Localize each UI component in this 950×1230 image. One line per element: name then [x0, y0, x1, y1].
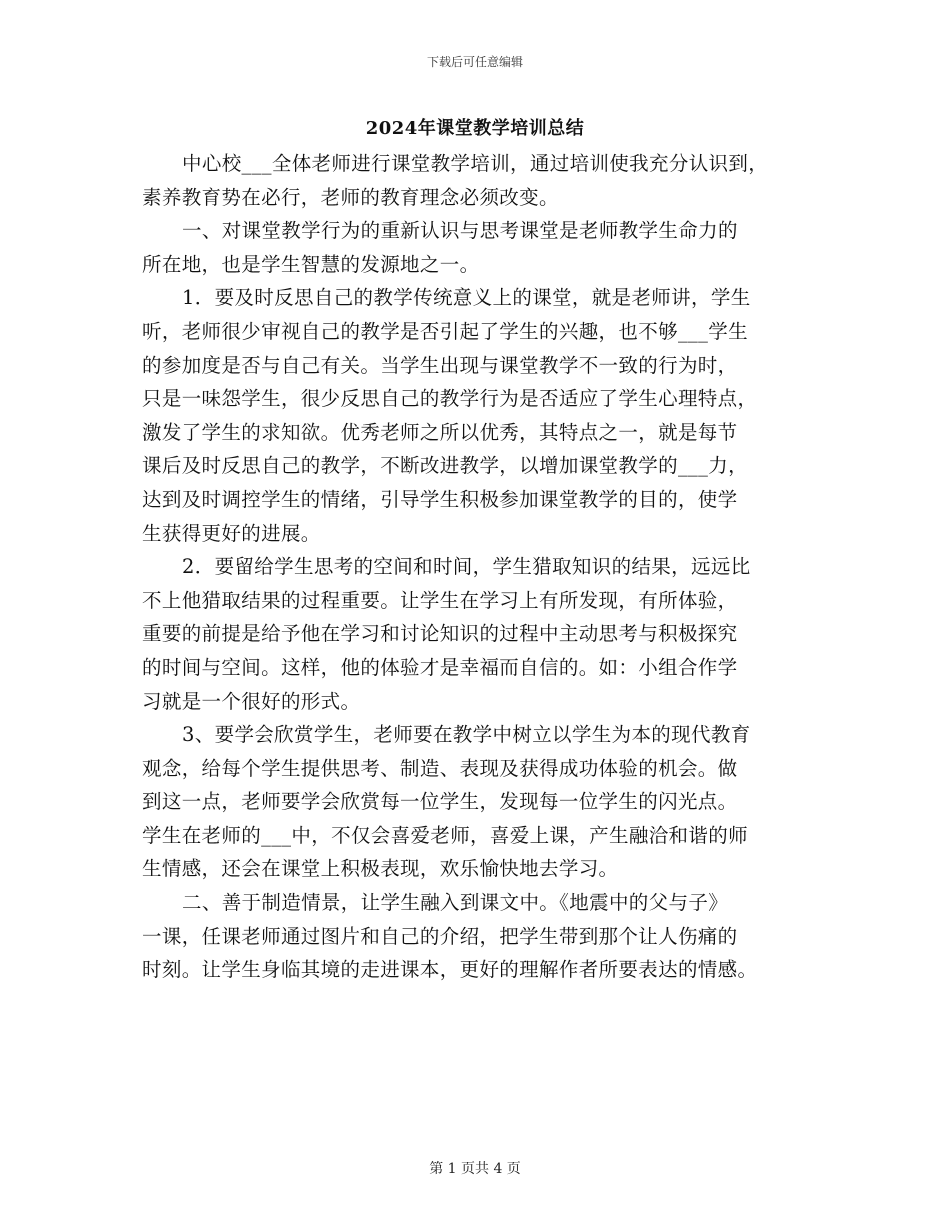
paragraph-item-3: [142, 718, 810, 886]
paragraph-line: 2．要留给学生思考的空间和时间，学生猎取知识的结果，远远比: [182, 555, 751, 579]
paragraph-line: 学生在老师的___中，不仅会喜爱老师，喜爱上课，产生融洽和谐的师: [142, 823, 748, 847]
paragraph-line: 1．要及时反思自己的教学传统意义上的课堂，就是老师讲，学生: [182, 286, 751, 310]
paragraph-line: 只是一味怨学生，很少反思自己的教学行为是否适应了学生心理特点，: [142, 387, 758, 411]
paragraph-line: 课后及时反思自己的教学，不断改进教学，以增加课堂教学的___力，: [142, 454, 748, 478]
paragraph-line: 重要的前提是给予他在学习和讨论知识的过程中主动思考与积极探究: [142, 622, 738, 646]
paragraph-line: 激发了学生的求知欲。优秀老师之所以优秀，其特点之一，就是每节: [142, 420, 738, 444]
paragraph-line: 时刻。让学生身临其境的走进课本，更好的理解作者所要表达的情感。: [142, 958, 758, 982]
paragraph-section-one: [142, 214, 810, 281]
paragraph-section-two: [142, 886, 810, 987]
header-note: 下载后可任意编辑: [426, 55, 523, 69]
paragraph-line: 的参加度是否与自己有关。当学生出现与课堂教学不一致的行为时，: [142, 353, 738, 377]
paragraph-line: 听，老师很少审视自己的教学是否引起了学生的兴趣，也不够___学生: [142, 319, 748, 343]
paragraph-line: 生获得更好的进展。: [142, 521, 321, 545]
paragraph-line: 的时间与空间。这样，他的体验才是幸福而自信的。如：小组合作学: [142, 655, 738, 679]
paragraph-intro: [142, 147, 810, 214]
paragraph-line: 到这一点，老师要学会欣赏每一位学生，发现每一位学生的闪光点。: [142, 790, 738, 814]
paragraph-line: 所在地，也是学生智慧的发源地之一。: [142, 252, 480, 276]
page-number-footer: 第 1 页共 4 页: [429, 1161, 521, 1177]
paragraph-line: 二、善于制造情景，让学生融入到课文中。《地震中的父与子》: [182, 891, 729, 915]
paragraph-line: 中心校___全体老师进行课堂教学培训，通过培训使我充分认识到，: [182, 152, 769, 175]
document-body: [142, 147, 810, 987]
paragraph-line: 观念，给每个学生提供思考、制造、表现及获得成功体验的机会。做: [142, 756, 738, 780]
paragraph-line: 一、对课堂教学行为的重新认识与思考课堂是老师教学生命力的: [182, 219, 738, 243]
paragraph-line: 生情感，还会在课堂上积极表现，欢乐愉快地去学习。: [142, 857, 619, 881]
paragraph-line: 素养教育势在必行，老师的教育理念必须改变。: [142, 185, 559, 209]
document-title: 2024年课堂教学培训总结: [365, 118, 585, 139]
paragraph-line: 习就是一个很好的形式。: [142, 689, 361, 713]
paragraph-line: 3、要学会欣赏学生，老师要在教学中树立以学生为本的现代教育: [182, 723, 751, 747]
paragraph-line: 一课，任课老师通过图片和自己的介绍，把学生带到那个让人伤痛的: [142, 924, 738, 948]
paragraph-line: 达到及时调控学生的情绪，引导学生积极参加课堂教学的目的，使学: [142, 487, 738, 511]
paragraph-item-2: [142, 550, 810, 718]
paragraph-item-1: [142, 281, 810, 550]
paragraph-line: 不上他猎取结果的过程重要。让学生在学习上有所发现，有所体验，: [142, 588, 738, 612]
